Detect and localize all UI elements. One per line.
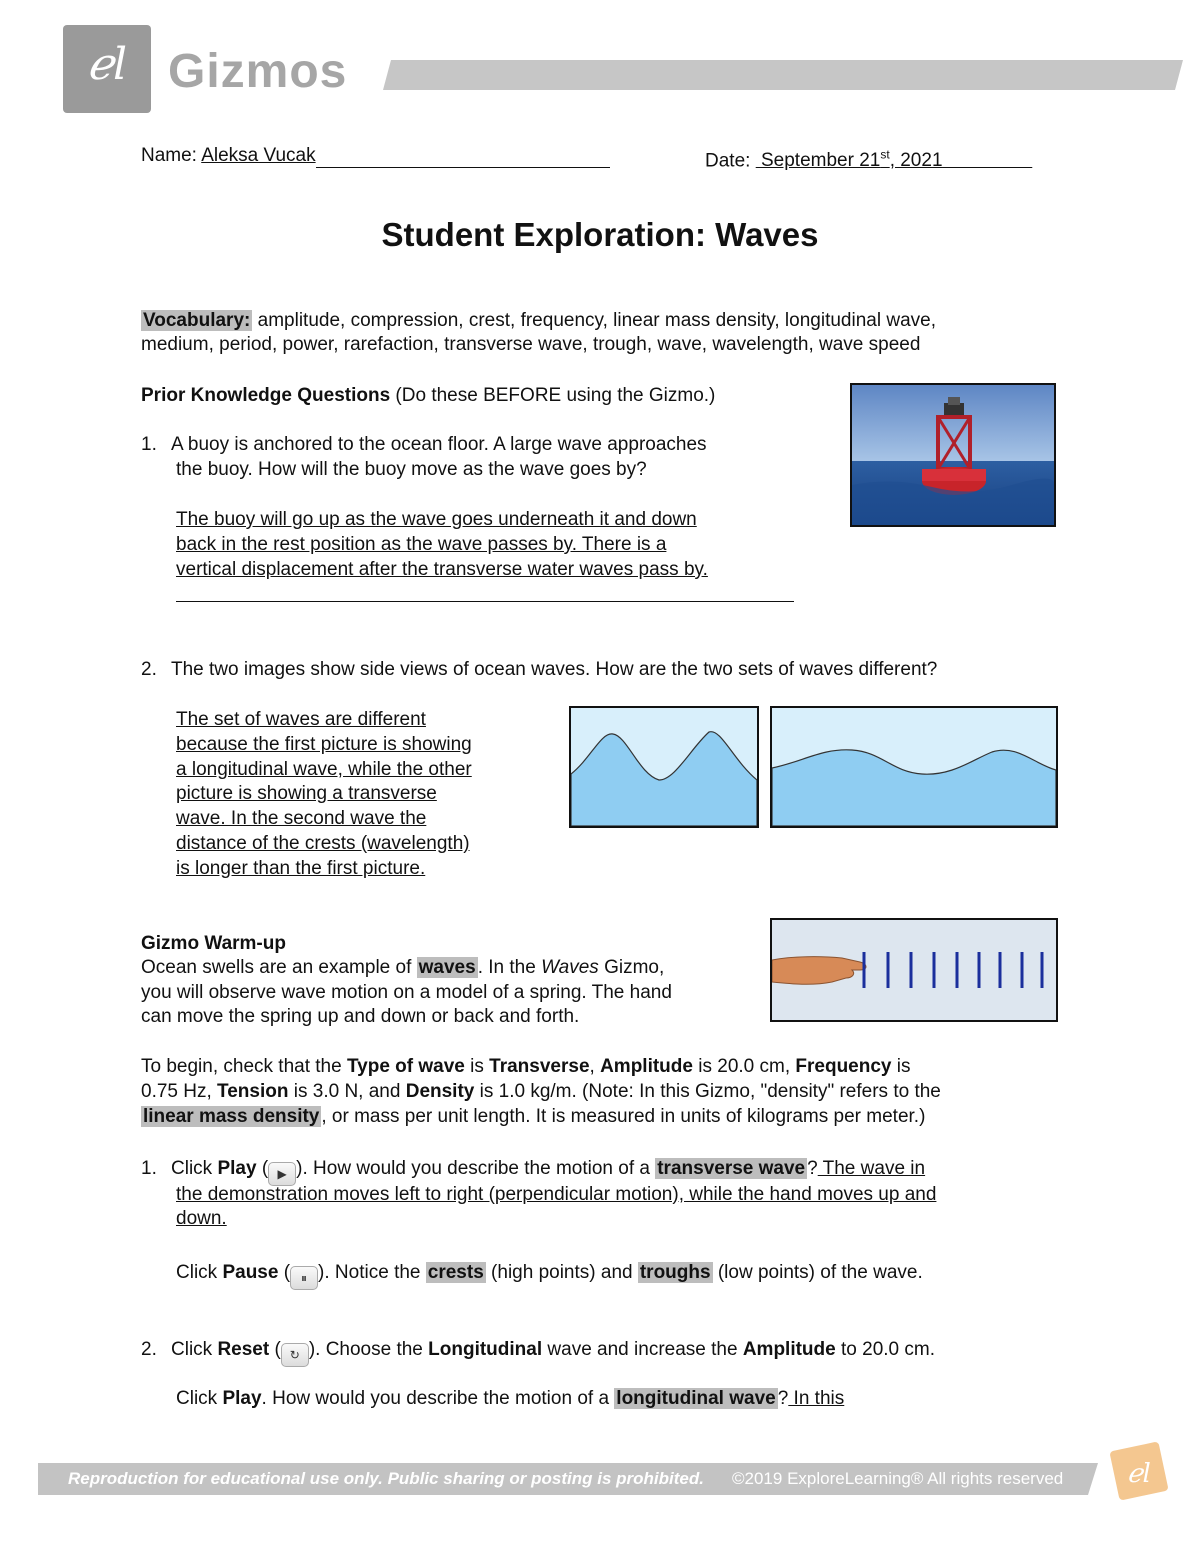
begin-line-3: linear mass density , or mass per unit length. It is measured in units of kilograms per meter.) (143, 1106, 926, 1127)
prior-knowledge-heading: Prior Knowledge Questions (Do these BEFORE using the Gizmo.) (141, 385, 716, 406)
name-label: Name: (141, 145, 197, 166)
q1-answer-1[interactable]: The buoy will go up as the wave goes underneath it and down (176, 509, 697, 530)
q1-answer-3[interactable]: vertical displacement after the transverse water waves pass by. (176, 559, 708, 580)
q2-answer-1[interactable]: The set of waves are different (176, 709, 426, 730)
name-row (141, 143, 610, 168)
wave-diagram-long-wavelength (770, 706, 1058, 828)
page-title: Student Exploration: Waves (381, 216, 819, 253)
vocabulary-label: Vocabulary: (143, 310, 251, 331)
begin-line-1: To begin, check that the Type of wave is Transverse, Amplitude is 20.0 cm, Frequency is (141, 1056, 911, 1077)
q1-line-1: 1. A buoy is anchored to the ocean floor. A large wave approaches (141, 434, 707, 455)
warmup-line-3: can move the spring up and down or back and forth. (141, 1006, 580, 1027)
buoy-photo (850, 383, 1056, 527)
q1-line-2: the buoy. How will the buoy move as the wave goes by? (176, 459, 647, 480)
step2-answer[interactable]: In this (788, 1388, 845, 1409)
begin-line-2: 0.75 Hz, Tension is 3.0 N, and Density is 1.0 kg/m. (Note: In this Gizmo, "density" refers to the (141, 1081, 941, 1102)
header-bar (383, 60, 1183, 90)
vocabulary-line-1: Vocabulary: amplitude, compression, crest, frequency, linear mass density, longitudinal wave, (143, 310, 936, 331)
explorelearning-logo: ℯl (63, 25, 151, 113)
pause-icon[interactable]: ⏸ (290, 1266, 318, 1290)
footer-el-logo-icon (1108, 1440, 1170, 1502)
warmup-line-2: you will observe wave motion on a model of a spring. The hand (141, 982, 672, 1003)
warmup-heading: Gizmo Warm-up (141, 933, 286, 954)
date-value[interactable]: September 21st, 2021 (760, 148, 943, 172)
warmup-line-1: Ocean swells are an example of waves . In the Waves Gizmo, (141, 957, 665, 978)
date-label: Date: (705, 150, 751, 172)
gizmos-brand: Gizmos (168, 45, 348, 98)
step2-play-line: Click Play. How would you describe the motion of a longitudinal wave ? In this (176, 1388, 845, 1409)
step2-line-1: 2. Click Reset ( ↻ ). Choose the Longitudinal wave and increase the Amplitude to 20.0 cm. (141, 1337, 935, 1367)
wave-diagram-short-wavelength (569, 706, 759, 828)
q1-answer-blank-line (176, 601, 794, 602)
step1-pause-line: Click Pause ( ⏸ ). Notice the crests (high points) and troughs (low points) of the wave. (176, 1260, 923, 1290)
q2-line-1: 2. The two images show side views of ocean waves. How are the two sets of waves different? (141, 659, 938, 680)
q2-answer-2[interactable]: because the first picture is showing (176, 734, 472, 755)
q2-answer-5[interactable]: wave. In the second wave the (176, 808, 427, 829)
footer-copyright: ©2019 ExploreLearning® All rights reserved (732, 1469, 1064, 1488)
date-row (705, 143, 1032, 173)
svg-text:ℯl: ℯl (1127, 1459, 1151, 1489)
q2-answer-6[interactable]: distance of the crests (wavelength) (176, 833, 470, 854)
hand-spring-model (770, 918, 1058, 1022)
q2-answer-4[interactable]: picture is showing a transverse (176, 783, 437, 804)
q2-answer-3[interactable]: a longitudinal wave, while the other (176, 759, 472, 780)
vocabulary-line-2: medium, period, power, rarefaction, transverse wave, trough, wave, wavelength, wave speed (141, 334, 921, 355)
step1-answer-3[interactable]: down. (176, 1208, 227, 1229)
name-value[interactable]: Aleksa Vucak (201, 145, 316, 166)
footer-disclaimer: Reproduction for educational use only. Public sharing or posting is prohibited. (68, 1469, 704, 1488)
play-icon[interactable]: ▶ (268, 1162, 296, 1186)
q1-answer-2[interactable]: back in the rest position as the wave passes by. There is a (176, 534, 667, 555)
step1-line-1: 1. Click Play ( ▶ ). How would you describe the motion of a transverse wave ? The wave in (141, 1156, 925, 1186)
step1-answer-1[interactable]: The wave in (817, 1158, 926, 1179)
q2-answer-7[interactable]: is longer than the first picture. (176, 858, 426, 879)
step1-answer-2[interactable]: the demonstration moves left to right (perpendicular motion), while the hand moves up and (176, 1184, 937, 1205)
reset-icon[interactable]: ↻ (281, 1343, 309, 1367)
